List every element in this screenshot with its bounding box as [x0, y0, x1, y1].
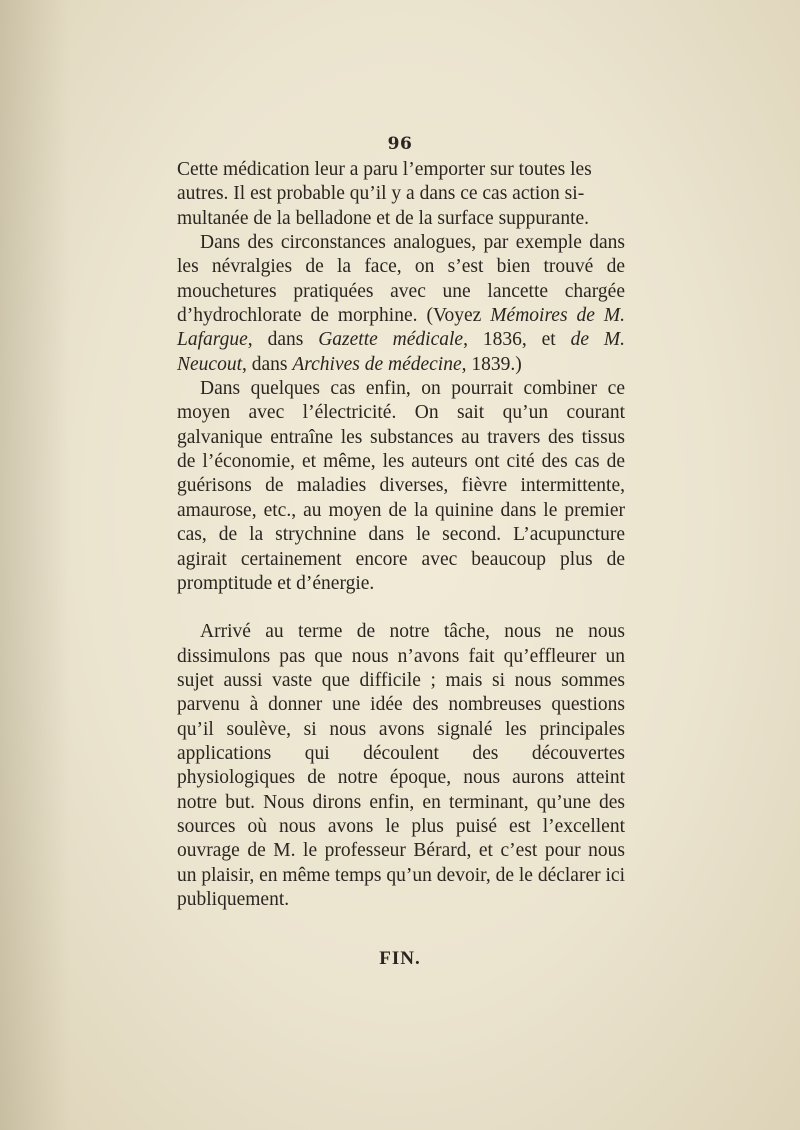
- line: Cette médication leur a paru l’emporter sur toutes les: [177, 159, 592, 180]
- paragraph-electricity: Dans quelques cas enfin, on pourrait combiner ce moyen avec l’électricité. On sait qu’un courant galvanique entraîne les substances au travers des tissus de l’économie, et même, les auteurs ont cité des cas de guérisons de maladies diverses, fièvre intermittente, amaurose, etc., au moyen de la quinine dans le premier cas, de la strychnine dans le second. L’acupuncture agirait certainement encore avec beaucoup plus de promptitude et d’énergie.: [177, 378, 625, 594]
- text-run: Dans des circonstances analogues, par exemple dans les névralgies de la face, on s’est bien trouvé de mouchetures pratiquées avec une lancette chargée d’hydrochlorate de morphine. (Voyez: [177, 232, 625, 327]
- text-run: , dans: [241, 353, 293, 375]
- text-run: , 1839.): [461, 353, 522, 375]
- citation-lafargue: Mémoires de M. Lafargue: [177, 305, 626, 351]
- text-run: , 1836, et: [463, 329, 571, 351]
- body-text: [177, 158, 625, 912]
- text-run: , dans: [247, 329, 319, 351]
- line: multanée de la belladone et de la surface suppurante.: [177, 207, 590, 229]
- paragraph-continuation: [177, 158, 625, 231]
- end-mark: FIN.: [379, 948, 421, 969]
- paragraph-neuralgia: [177, 231, 625, 377]
- paragraph-conclusion: Arrivé au terme de notre tâche, nous ne nous dissimulons pas que nous n’avons fait qu’effleurer un sujet aussi vaste que difficile ; mais si nous sommes parvenu à donner une idée des nombreuses questions qu’il soulève, si nous avons signalé les principales applications qui découlent des découvertes physiologiques de notre époque, nous aurons atteint notre but. Nous dirons enfin, en terminant, qu’une des sources où nous avons le plus puisé est l’excellent ouvrage de M. le professeur Bérard, et c’est pour nous un plaisir, en même temps qu’un devoir, de le déclarer ici publiquement.: [177, 621, 625, 910]
- page-number: 96: [387, 134, 413, 154]
- citation-neucout: de M. Neucout: [177, 329, 626, 375]
- line: autres. Il est probable qu’il y a dans ce cas action si-: [177, 183, 585, 205]
- citation-gazette: Gazette médicale: [318, 329, 464, 351]
- citation-archives: Archives de médecine: [292, 353, 462, 375]
